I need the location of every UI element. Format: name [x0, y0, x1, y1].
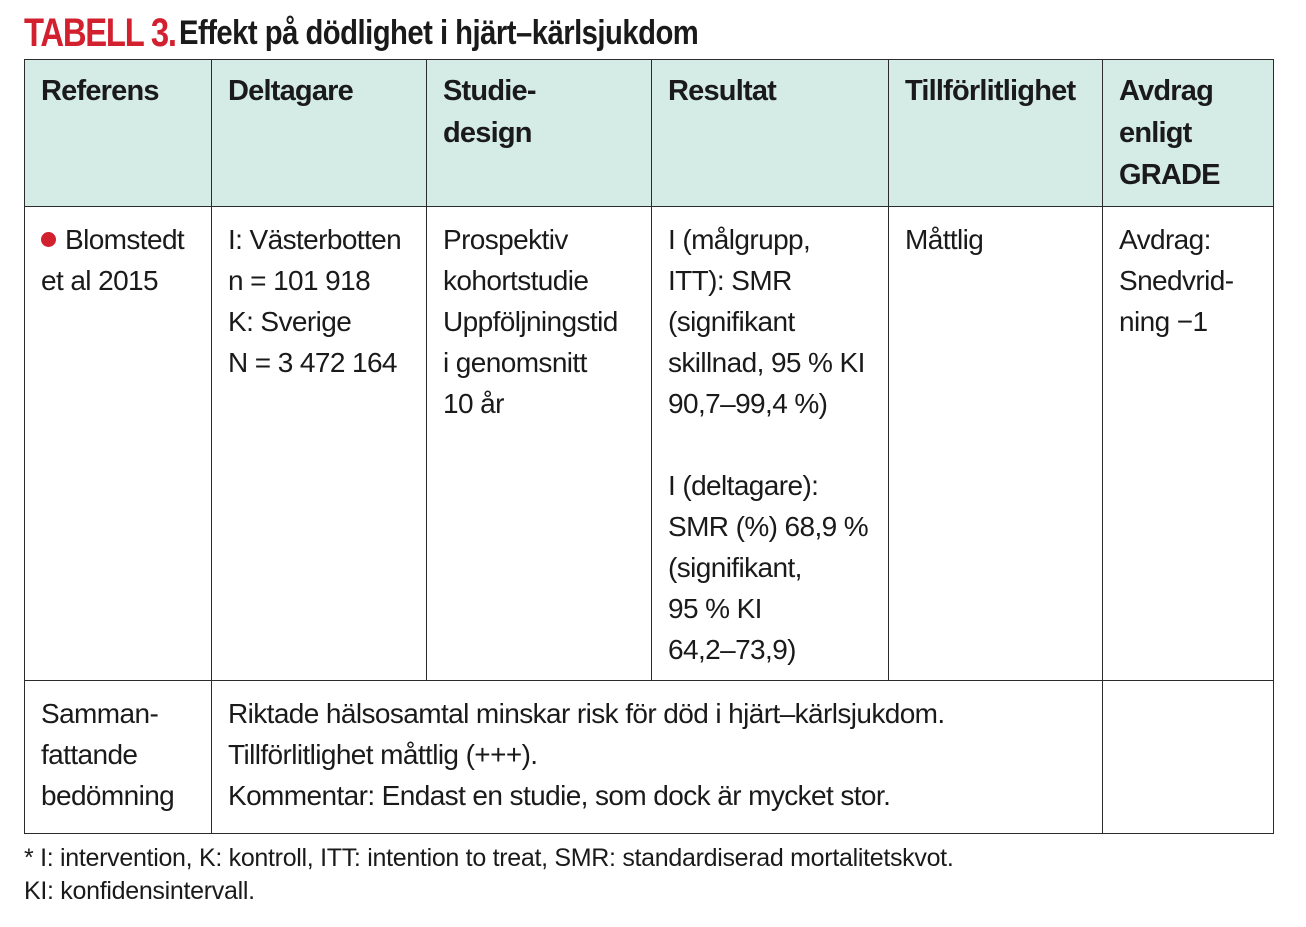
evidence-table	[24, 59, 1274, 834]
cell-referens: Blomstedt et al 2015	[25, 207, 212, 681]
table-title	[24, 10, 699, 56]
cell-avdrag: Avdrag: Snedvrid- ning −1	[1103, 207, 1274, 681]
table-row	[25, 207, 1274, 681]
footnote: * I: intervention, K: kontroll, ITT: intention to treat, SMR: standardiserad mortalitetskvot. KI: konfidensintervall.	[24, 844, 954, 905]
table-heading: Effekt på dödlighet i hjärt–kärlsjukdom	[179, 14, 699, 52]
cell-tillforlitlighet: Måttlig	[889, 207, 1103, 681]
header-referens: Referens	[25, 60, 212, 207]
bullet-dot-icon	[41, 232, 56, 247]
cell-summary-text: Riktade hälsosamtal minskar risk för död i hjärt–kärlsjukdom. Tillförlitlighet måttlig (+++). Kommentar: Endast en studie, som dock är mycket stor.	[212, 681, 1103, 834]
cell-resultat: I (målgrupp, ITT): SMR (signifikant skillnad, 95 % KI 90,7–99,4 %) I (deltagare): SMR (%) 68,9 % (signifikant, 95 % KI 64,2–73,9)	[652, 207, 889, 681]
cell-studiedesign: Prospektiv kohortstudie Uppföljningstid i genomsnitt 10 år	[427, 207, 652, 681]
summary-row	[25, 681, 1274, 834]
header-row	[25, 60, 1274, 207]
header-resultat: Resultat	[652, 60, 889, 207]
header-avdrag: Avdrag enligt GRADE	[1103, 60, 1274, 207]
table-label: TABELL 3.	[24, 11, 176, 55]
header-studiedesign: Studie- design	[427, 60, 652, 207]
header-deltagare: Deltagare	[212, 60, 427, 207]
header-tillforlitlighet: Tillförlitlighet	[889, 60, 1103, 207]
cell-deltagare: I: Västerbotten n = 101 918 K: Sverige N = 3 472 164	[212, 207, 427, 681]
cell-summary-label: Samman- fattande bedömning	[25, 681, 212, 834]
cell-summary-empty	[1103, 681, 1274, 834]
